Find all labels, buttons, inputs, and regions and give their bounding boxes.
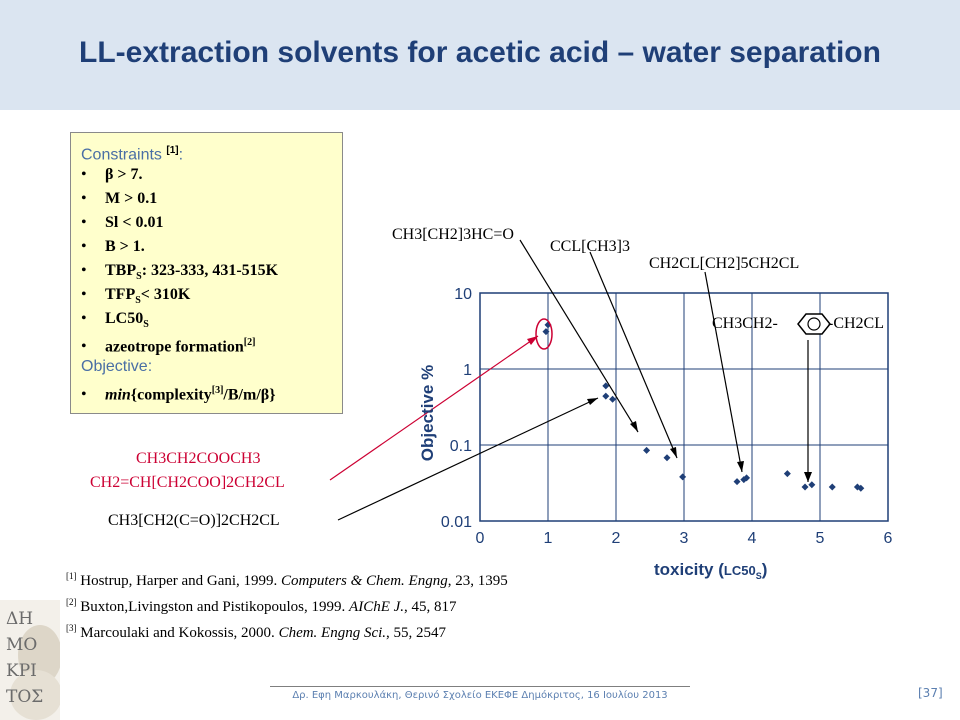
- reference-item: [1] Hostrup, Harper and Gani, 1999. Computers & Chem. Engng, 23, 1395: [66, 571, 508, 589]
- arrow-line: [705, 272, 742, 472]
- slide-title: LL-extraction solvents for acetic acid – water separation: [79, 36, 881, 69]
- annotation-label-red: CH2=CH[CH2COO]2CH2CL: [90, 474, 285, 491]
- arrow-head: [630, 421, 638, 432]
- arrow-head: [587, 398, 598, 405]
- reference-item: [3] Marcoulaki and Kokossis, 2000. Chem. Engng Sci., 55, 2547: [66, 623, 447, 641]
- x-tick-label: 5: [815, 530, 825, 547]
- x-tick-label: 0: [475, 530, 485, 547]
- benzene-ring-icon: [798, 314, 830, 334]
- annotation-label: -CH2CL: [828, 315, 884, 332]
- references: [66, 566, 508, 644]
- data-point: [784, 470, 791, 477]
- constraint-item: • B > 1.: [81, 235, 342, 259]
- x-tick-label: 4: [747, 530, 757, 547]
- constraint-item: • Sl < 0.01: [81, 211, 342, 235]
- data-point: [609, 396, 616, 403]
- data-point: [808, 481, 815, 488]
- x-tick-label: 3: [679, 530, 689, 547]
- annotation-label: CH3CH2-: [712, 315, 778, 332]
- highlight-ellipse: [536, 319, 552, 349]
- data-point: [602, 393, 609, 400]
- x-axis-label: toxicity $(LC50_S)$: [654, 560, 768, 581]
- svg-text:ΔΗΜΟΚΡΙΤΟΣ: ΔΗ ΜΟ ΚΡΙ ΤΟΣ: [6, 609, 44, 707]
- x-tick-label: 6: [883, 530, 893, 547]
- data-point: [829, 484, 836, 491]
- constraint-item: • $TFP_S< 310K$: [81, 283, 342, 307]
- constraint-item: • M > 0.1: [81, 187, 342, 211]
- arrow-head: [737, 461, 744, 472]
- annotation-label: CH3[CH2]3HC=O: [392, 226, 514, 243]
- constraint-item: • $LC50_S$: [81, 307, 342, 331]
- y-axis-label: Objective %: [418, 364, 437, 462]
- constraint-item: • azeotrope formation[2]: [81, 331, 342, 355]
- arrow-line: [338, 398, 598, 520]
- arrow-head: [804, 472, 812, 482]
- y-tick-label: 0.1: [449, 438, 472, 455]
- y-tick-label: 10: [454, 286, 472, 303]
- annotation-label: CH2CL[CH2]5CH2CL: [649, 255, 800, 272]
- objective-header: Objective:: [81, 358, 153, 375]
- x-tick-label: 2: [611, 530, 621, 547]
- constraints-header: Constraints [1]:: [81, 145, 184, 164]
- annotation-label-red: CH3CH2COOCH3: [136, 450, 261, 467]
- page-number: [37]: [918, 686, 943, 700]
- democritus-logo: [0, 600, 60, 720]
- x-tick-label: 1: [543, 530, 553, 547]
- chart-points: [542, 321, 864, 491]
- annotation-label: CH3[CH2(C=O)]2CH2CL: [108, 512, 280, 529]
- constraint-item: • β > 7.: [81, 163, 342, 187]
- y-tick-label: 1: [463, 362, 472, 379]
- data-point: [679, 473, 686, 480]
- constraint-item: • $TBP_S$: 323-333, 431-515K: [81, 259, 342, 283]
- data-point: [734, 478, 741, 485]
- annotation-arrows: [330, 240, 812, 520]
- y-tick-label: 0.01: [440, 514, 472, 531]
- footer: Δρ. Εφη Μαρκουλάκη, Θερινό Σχολείο ΕΚΕΦΕ Δημόκριτος, 16 Ιουλίου 2013: [270, 686, 690, 701]
- data-point: [643, 447, 650, 454]
- data-point: [664, 454, 671, 461]
- reference-item: [2] Buxton,Livingston and Pistikopoulos, 1999. AIChE J., 45, 817: [66, 597, 457, 615]
- annotation-label: CCL[CH3]3: [550, 238, 630, 255]
- objective-item: • min{complexity[3]/B/m/β}: [81, 379, 342, 403]
- arrow-head: [670, 447, 677, 458]
- data-point: [802, 484, 809, 491]
